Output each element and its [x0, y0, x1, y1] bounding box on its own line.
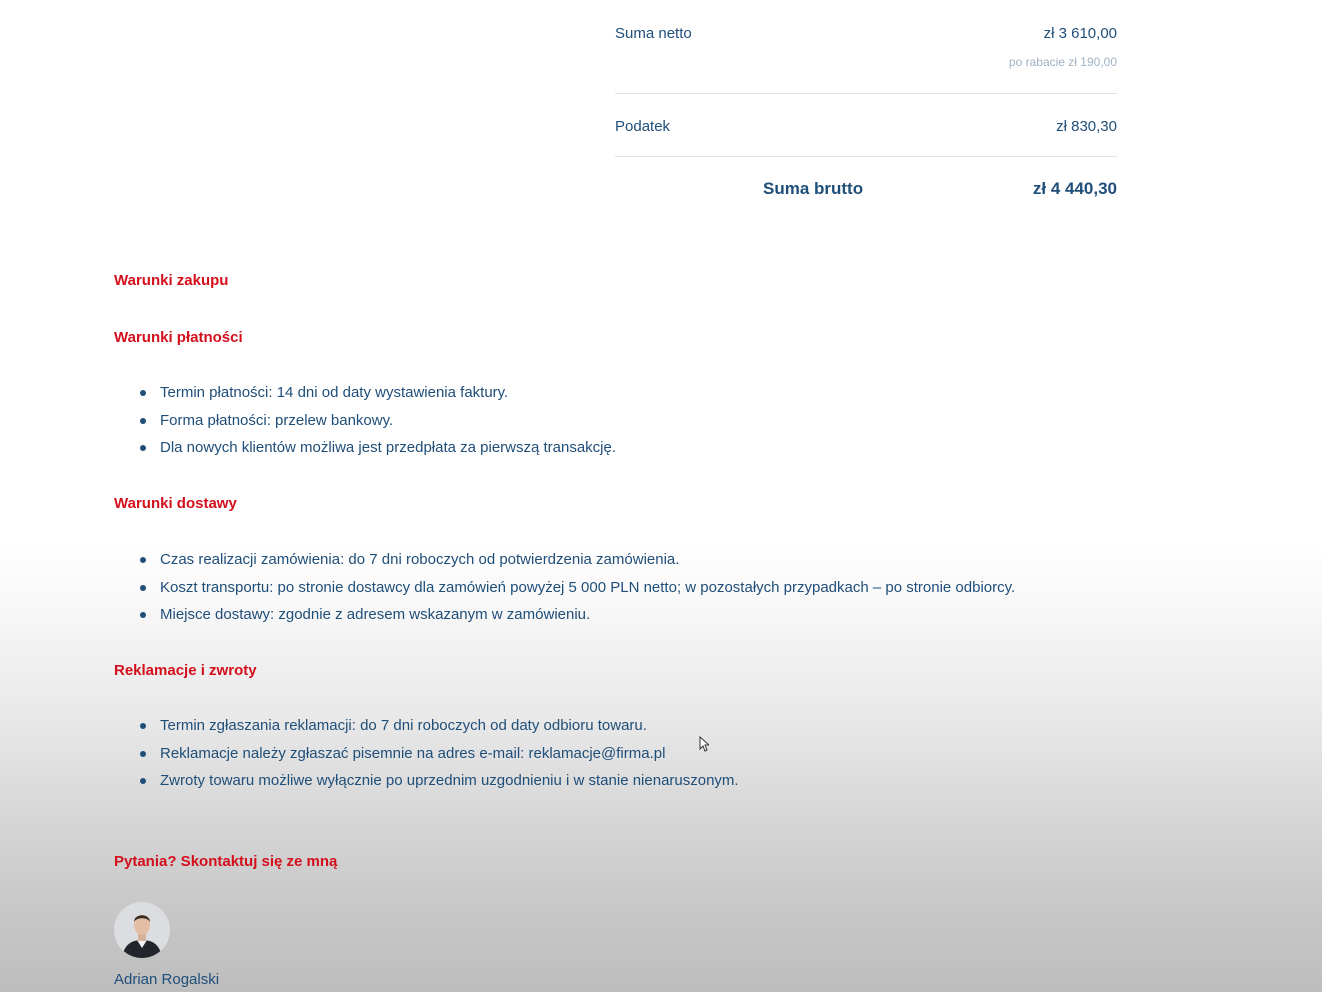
bullet-icon: [140, 723, 146, 729]
net-total-value: zł 3 610,00: [1043, 25, 1117, 42]
list-item: [114, 551, 1015, 579]
bullet-icon: [140, 751, 146, 757]
bullet-icon: [140, 778, 146, 784]
list-item: [114, 772, 739, 800]
contact-heading: Pytania? Skontaktuj się ze mną: [114, 853, 338, 870]
mouse-cursor-icon: [699, 736, 709, 752]
list-item-text: Zwroty towaru możliwe wyłącznie po uprzednim uzgodnieniu i w stanie nienaruszonym.: [160, 772, 739, 789]
list-item: [114, 745, 739, 773]
gross-total-label: Suma brutto: [763, 179, 864, 198]
contact-name: Adrian Rogalski: [114, 971, 220, 988]
complaints-list: [114, 717, 739, 800]
avatar: [114, 902, 170, 958]
order-summary: [615, 0, 1117, 217]
net-total-label: Suma netto: [615, 25, 692, 42]
payment-terms-heading: Warunki płatności: [114, 329, 243, 346]
bullet-icon: [140, 557, 146, 563]
person-avatar-icon: [114, 902, 170, 958]
terms-title: Warunki zakupu: [114, 272, 229, 289]
list-item: [114, 606, 1015, 634]
list-item: [114, 384, 616, 412]
list-item: [114, 439, 616, 467]
list-item: [114, 412, 616, 440]
bullet-icon: [140, 585, 146, 591]
list-item-text: Czas realizacji zamówienia: do 7 dni roboczych od potwierdzenia zamówienia.: [160, 551, 680, 568]
list-item-text: Miejsce dostawy: zgodnie z adresem wskazanym w zamówieniu.: [160, 606, 591, 623]
delivery-terms-list: [114, 551, 1015, 634]
complaints-heading: Reklamacje i zwroty: [114, 662, 257, 679]
tax-value: zł 830,30: [1056, 118, 1117, 135]
gross-total-row: [615, 157, 1117, 217]
bullet-icon: [140, 390, 146, 396]
list-item: [114, 717, 739, 745]
net-total-row: [615, 0, 1117, 94]
bullet-icon: [140, 612, 146, 618]
discount-note: po rabacie zł 190,00: [1008, 55, 1117, 69]
list-item: [114, 579, 1015, 607]
delivery-terms-heading: Warunki dostawy: [114, 495, 237, 512]
bullet-icon: [140, 418, 146, 424]
gross-total-value: zł 4 440,30: [1032, 179, 1117, 198]
tax-label: Podatek: [615, 118, 671, 135]
list-item-text: Termin zgłaszania reklamacji: do 7 dni roboczych od daty odbioru towaru.: [160, 717, 647, 734]
list-item-text: Forma płatności: przelew bankowy.: [160, 411, 394, 429]
list-item-text: Termin płatności: 14 dni od daty wystawienia faktury.: [160, 384, 509, 401]
bullet-icon: [140, 445, 146, 451]
tax-row: [615, 94, 1117, 157]
payment-terms-list: [114, 384, 616, 467]
list-item-text: Reklamacje należy zgłaszać pisemnie na adres e-mail: reklamacje@firma.pl: [160, 744, 666, 762]
list-item-text: Koszt transportu: po stronie dostawcy dla zamówień powyżej 5 000 PLN netto; w pozostałych przypadkach – po stronie odbiorcy.: [160, 578, 1016, 596]
list-item-text: Dla nowych klientów możliwa jest przedpłata za pierwszą transakcję.: [160, 439, 617, 456]
